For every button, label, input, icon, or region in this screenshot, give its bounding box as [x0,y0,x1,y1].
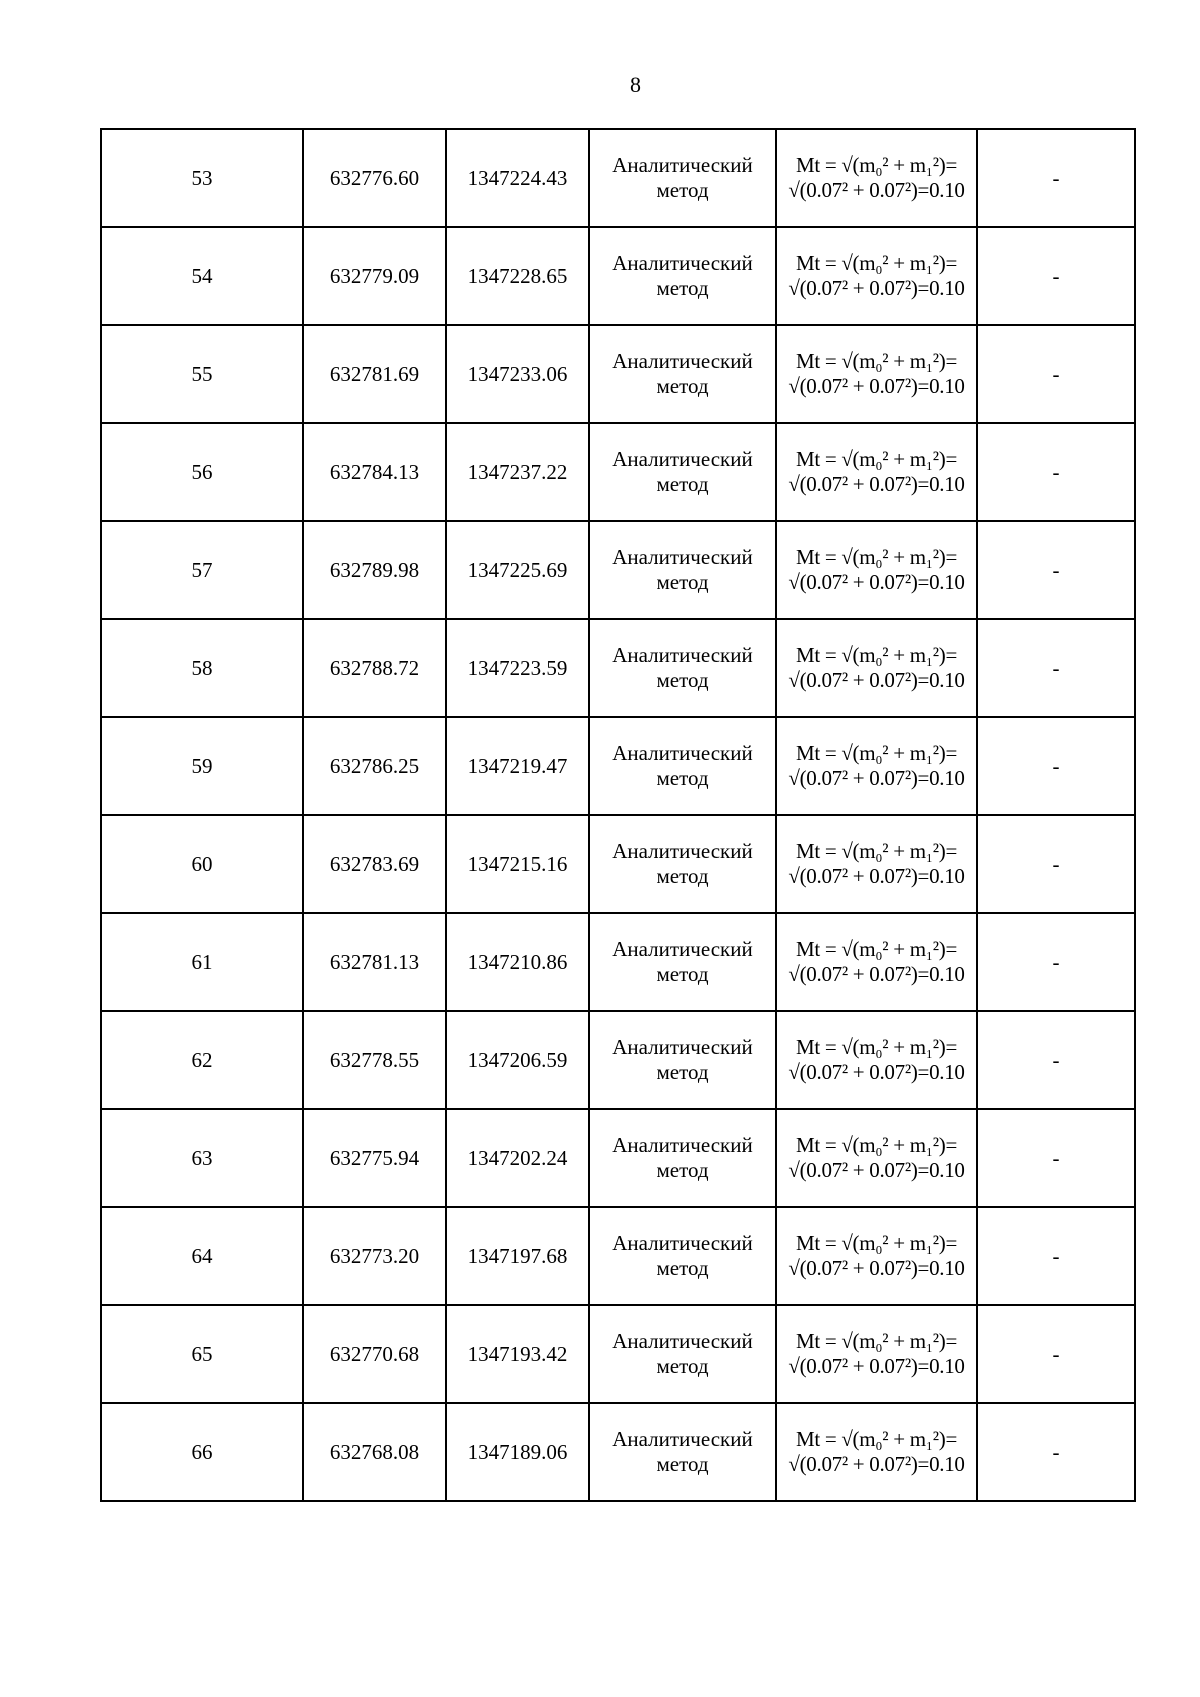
formula-cell [776,1207,977,1305]
y-coordinate-cell: 1347233.06 [446,325,589,423]
formula-line-2: √(0.07² + 0.07²)=0.10 [788,766,965,790]
formula-line-2: √(0.07² + 0.07²)=0.10 [788,1060,965,1084]
method-line-2: метод [656,472,709,496]
formula-line-1: Mt = √(m₀² + m₁²)= [795,1329,958,1353]
formula-line-1: Mt = √(m₀² + m₁²)= [795,251,958,275]
note-cell: - [977,1109,1135,1207]
method-line-1: Аналитический [612,153,753,177]
table-row [101,1011,1135,1109]
method-line-1: Аналитический [612,1427,753,1451]
formula-line-2: √(0.07² + 0.07²)=0.10 [788,1256,965,1280]
method-line-1: Аналитический [612,839,753,863]
method-cell [589,1011,776,1109]
method-line-1: Аналитический [612,741,753,765]
method-cell [589,913,776,1011]
formula-cell [776,1305,977,1403]
x-coordinate-cell: 632781.13 [303,913,446,1011]
method-cell [589,1305,776,1403]
formula-line-1: Mt = √(m₀² + m₁²)= [795,1231,958,1255]
x-coordinate-cell: 632788.72 [303,619,446,717]
method-line-2: метод [656,1256,709,1280]
note-cell: - [977,815,1135,913]
formula-line-1: Mt = √(m₀² + m₁²)= [795,643,958,667]
method-line-1: Аналитический [612,937,753,961]
table-row [101,1109,1135,1207]
formula-cell [776,815,977,913]
y-coordinate-cell: 1347219.47 [446,717,589,815]
formula-line-1: Mt = √(m₀² + m₁²)= [795,1133,958,1157]
formula-line-1: Mt = √(m₀² + m₁²)= [795,349,958,373]
x-coordinate-cell: 632786.25 [303,717,446,815]
x-coordinate-cell: 632784.13 [303,423,446,521]
table-row [101,815,1135,913]
formula-line-1: Mt = √(m₀² + m₁²)= [795,153,958,177]
formula-line-2: √(0.07² + 0.07²)=0.10 [788,864,965,888]
method-cell [589,1207,776,1305]
note-cell: - [977,1305,1135,1403]
formula-cell [776,717,977,815]
method-cell [589,521,776,619]
point-number-cell: 65 [101,1305,303,1403]
formula-line-2: √(0.07² + 0.07²)=0.10 [788,668,965,692]
method-line-1: Аналитический [612,1329,753,1353]
x-coordinate-cell: 632779.09 [303,227,446,325]
formula-cell [776,913,977,1011]
formula-cell [776,129,977,227]
method-cell [589,423,776,521]
formula-line-1: Mt = √(m₀² + m₁²)= [795,937,958,961]
method-cell [589,227,776,325]
y-coordinate-cell: 1347224.43 [446,129,589,227]
formula-line-2: √(0.07² + 0.07²)=0.10 [788,374,965,398]
point-number-cell: 66 [101,1403,303,1501]
formula-cell [776,1403,977,1501]
method-cell [589,1403,776,1501]
method-line-2: метод [656,1060,709,1084]
y-coordinate-cell: 1347215.16 [446,815,589,913]
method-line-2: метод [656,864,709,888]
method-line-2: метод [656,962,709,986]
formula-line-1: Mt = √(m₀² + m₁²)= [795,741,958,765]
y-coordinate-cell: 1347228.65 [446,227,589,325]
x-coordinate-cell: 632776.60 [303,129,446,227]
table-row [101,1305,1135,1403]
table-row [101,521,1135,619]
method-line-2: метод [656,1452,709,1476]
method-line-2: метод [656,668,709,692]
method-line-2: метод [656,374,709,398]
y-coordinate-cell: 1347210.86 [446,913,589,1011]
method-line-1: Аналитический [612,447,753,471]
point-number-cell: 64 [101,1207,303,1305]
method-line-1: Аналитический [612,545,753,569]
formula-line-2: √(0.07² + 0.07²)=0.10 [788,962,965,986]
formula-line-2: √(0.07² + 0.07²)=0.10 [788,1452,965,1476]
method-line-2: метод [656,1158,709,1182]
point-number-cell: 55 [101,325,303,423]
method-line-2: метод [656,766,709,790]
point-number-cell: 60 [101,815,303,913]
table-row [101,619,1135,717]
point-number-cell: 62 [101,1011,303,1109]
point-number-cell: 58 [101,619,303,717]
formula-cell [776,1109,977,1207]
point-number-cell: 61 [101,913,303,1011]
x-coordinate-cell: 632781.69 [303,325,446,423]
y-coordinate-cell: 1347237.22 [446,423,589,521]
table-row [101,423,1135,521]
note-cell: - [977,717,1135,815]
method-line-2: метод [656,570,709,594]
note-cell: - [977,129,1135,227]
formula-line-1: Mt = √(m₀² + m₁²)= [795,839,958,863]
method-cell [589,1109,776,1207]
method-cell [589,619,776,717]
y-coordinate-cell: 1347202.24 [446,1109,589,1207]
formula-line-2: √(0.07² + 0.07²)=0.10 [788,1354,965,1378]
point-number-cell: 54 [101,227,303,325]
y-coordinate-cell: 1347206.59 [446,1011,589,1109]
method-line-2: метод [656,1354,709,1378]
note-cell: - [977,325,1135,423]
formula-line-2: √(0.07² + 0.07²)=0.10 [788,1158,965,1182]
formula-line-1: Mt = √(m₀² + m₁²)= [795,545,958,569]
x-coordinate-cell: 632783.69 [303,815,446,913]
note-cell: - [977,913,1135,1011]
note-cell: - [977,1011,1135,1109]
table-row [101,325,1135,423]
point-number-cell: 59 [101,717,303,815]
formula-line-1: Mt = √(m₀² + m₁²)= [795,1035,958,1059]
method-line-1: Аналитический [612,349,753,373]
point-number-cell: 63 [101,1109,303,1207]
note-cell: - [977,619,1135,717]
table-row [101,717,1135,815]
point-number-cell: 56 [101,423,303,521]
method-line-2: метод [656,178,709,202]
table-row [101,913,1135,1011]
y-coordinate-cell: 1347189.06 [446,1403,589,1501]
formula-line-2: √(0.07² + 0.07²)=0.10 [788,276,965,300]
y-coordinate-cell: 1347197.68 [446,1207,589,1305]
point-number-cell: 53 [101,129,303,227]
method-line-1: Аналитический [612,643,753,667]
note-cell: - [977,1403,1135,1501]
note-cell: - [977,521,1135,619]
y-coordinate-cell: 1347193.42 [446,1305,589,1403]
method-cell [589,815,776,913]
formula-line-1: Mt = √(m₀² + m₁²)= [795,447,958,471]
coordinates-table-body [101,129,1135,1501]
table-row [101,1403,1135,1501]
note-cell: - [977,227,1135,325]
x-coordinate-cell: 632778.55 [303,1011,446,1109]
page-number: 8 [630,72,641,97]
y-coordinate-cell: 1347225.69 [446,521,589,619]
formula-cell [776,521,977,619]
formula-line-2: √(0.07² + 0.07²)=0.10 [788,570,965,594]
formula-line-2: √(0.07² + 0.07²)=0.10 [788,472,965,496]
method-cell [589,129,776,227]
formula-line-2: √(0.07² + 0.07²)=0.10 [788,178,965,202]
formula-cell [776,619,977,717]
formula-cell [776,423,977,521]
method-cell [589,325,776,423]
method-line-2: метод [656,276,709,300]
x-coordinate-cell: 632789.98 [303,521,446,619]
x-coordinate-cell: 632770.68 [303,1305,446,1403]
method-line-1: Аналитический [612,1035,753,1059]
formula-line-1: Mt = √(m₀² + m₁²)= [795,1427,958,1451]
coordinates-table [100,128,1136,1502]
method-line-1: Аналитический [612,251,753,275]
method-line-1: Аналитический [612,1133,753,1157]
x-coordinate-cell: 632775.94 [303,1109,446,1207]
formula-cell [776,1011,977,1109]
table-row [101,1207,1135,1305]
table-row [101,227,1135,325]
y-coordinate-cell: 1347223.59 [446,619,589,717]
note-cell: - [977,1207,1135,1305]
method-line-1: Аналитический [612,1231,753,1255]
formula-cell [776,325,977,423]
x-coordinate-cell: 632773.20 [303,1207,446,1305]
method-cell [589,717,776,815]
note-cell: - [977,423,1135,521]
x-coordinate-cell: 632768.08 [303,1403,446,1501]
point-number-cell: 57 [101,521,303,619]
formula-cell [776,227,977,325]
table-row [101,129,1135,227]
